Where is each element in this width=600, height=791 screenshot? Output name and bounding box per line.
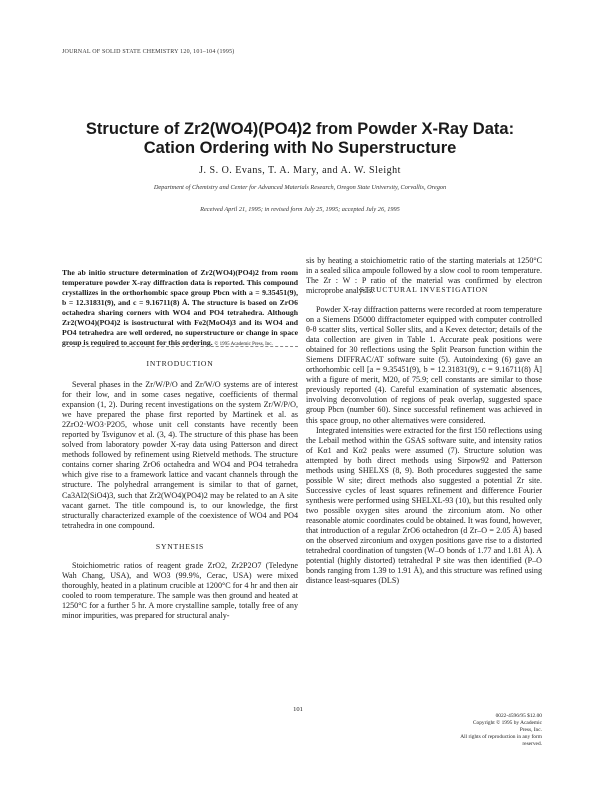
synthesis-paragraph: Stoichiometric ratios of reagent grade ZrO2, Zr2P2O7 (Teledyne Wah Chang, USA), and WO3 (99.9%, Cerac, USA) were mixed thoroughly, heated in a platinum crucible at 1200°C for 4 hr and then air cooled to room temperature. The sample was then ground and heated at 1250°C for a further 5 hr. A more crystalline sample, totally free of any minor impurities, was prepared for structural analy-	[62, 561, 298, 621]
structural-heading: STRUCTURAL INVESTIGATION	[359, 285, 489, 294]
title-line-2: Cation Ordering with No Superstructure	[143, 139, 457, 157]
authors: J. S. O. Evans, T. A. Mary, and A. W. Sleight	[199, 165, 401, 176]
footer-notice	[460, 713, 542, 748]
structural-paragraph-2: Integrated intensities were extracted for the first 150 reflections using the Lebail method within the GSAS software suite, and intensity ratios of Kα1 and Kα2 peaks were assumed (7). Structure solution was attempted by both direct methods using Sirpow92 and Patterson methods using SHELXS (8, 9). Both procedures suggested the same possible W site; direct methods also suggested a potential Zr site. Successive cycles of least squares refinement and difference Fourier synthesis were performed using SHELXL-93 (10), but this resulted only two possible oxygen sites around the zirconium atom. No other reasonable atomic coordinates could be obtained. It was found, however, that introduction of a regular ZrO6 octahedron (d Zr–O = 2.05 Å) based on the observed zirconium and oxygen positions gave rise to a distorted tetrahedral coordination of tungsten (W–O bonds of 1.77 and 1.81 Å). A potential (highly distorted) tetrahedral P site was then identified (P–O bonds ranging from 1.39 to 1.91 Å), and this structure was refined using distance least-squares (DLS)	[306, 425, 542, 586]
footer-copyright: Copyright © 1995 by Academic Press, Inc.	[472, 720, 542, 733]
received-dates: Received April 21, 1995; in revised form July 25, 1995; accepted July 26, 1995	[200, 206, 400, 213]
structural-section	[306, 305, 542, 586]
structural-paragraph-1: Powder X-ray diffraction patterns were recorded at room temperature on a Siemens D5000 diffractometer equipped with computer controlled θ-θ scatter slits, vertical Soller slits, and a Kevex detector; details of the data collection are given in Table 1. Accurate peak positions were obtained for 30 reflections using the Split Pearson function within the Siemens DIFFRAC/AT software suite (5). Autoindexing (6) gave an orthorhombic cell [a = 9.35451(9), b = 12.31831(9), c = 9.16711(8) Å] with a figure of merit, M20, of 75.9; cell constants are similar to those previously reported (4). Careful examination of systematic absences, involving deconvolution of regions of peak overlap, suggested space group Pbcn (number 60). Since successful refinement was achieved in this space group, no other alternatives were considered.	[306, 305, 542, 425]
footer-issn: 0022-4596/95 $12.00	[495, 713, 542, 719]
page-number: 101	[293, 706, 303, 713]
abstract-text: The ab initio structure determination of Zr2(WO4)(PO4)2 from room temperature powder X-ray diffraction data is reported. This compound crystallizes in the orthorhombic space group Pbcn with a = 9.35451(9), b = 12.31831(9), and c = 9.16711(8) Å. The structure is based on ZrO6 octahedra sharing corners with WO4 and PO4 tetrahedra. Although Zr2(WO4)(PO4)2 is isostructural with Fe2(MoO4)3 and its WO4 and PO4 tetrahedra are well ordered, no superstructure or change in space group is required to account for this ordering.	[62, 268, 298, 348]
paper-title	[40, 120, 560, 158]
abstract-copyright: © 1995 Academic Press, Inc.	[214, 342, 273, 348]
intro-heading: INTRODUCTION	[146, 359, 214, 368]
intro-paragraph: Several phases in the Zr/W/P/O and Zr/W/O systems are of interest for their low, and in some cases negative, coefficients of thermal expansion (1, 2). During recent investigations on the system Zr/W/P/O, we have prepared the phase first reported by Martinek et al. as 2ZrO2·WO3·P2O5, whose unit cell constants have recently been reported by Tsvigunov et al. (3, 4). The structure of this phase has been solved from laboratory powder X-ray data using Patterson and direct methods followed by refinement using Rietveld methods. The structure contains corner sharing ZrO6 octahedra and WO4 and PO4 tetrahedra which give rise to a framework lattice and vacant channels through the structure. The polyhedral arrangement is similar to that of garnet, Ca3Al2(SiO4)3, such that Zr2(WO4)(PO4)2 may be related to an A site vacant garnet. The title compound is, to our knowledge, the first structurally characterized example of the coexistence of WO4 and PO4 tetrahedra in one compound.	[62, 380, 298, 530]
footer-rights: All rights of reproduction in any form reserved.	[460, 734, 542, 747]
journal-header: JOURNAL OF SOLID STATE CHEMISTRY 120, 101–104 (1995)	[62, 49, 235, 55]
synthesis-continued-paragraph: sis by heating a stoichiometric ratio of the starting materials at 1250°C in a sealed silica ampoule followed by a slow cool to room temperature. The Zr : W : P ratio of the material was confirmed by electron microprobe analysis.	[306, 256, 542, 296]
affiliation: Department of Chemistry and Center for Advanced Materials Research, Oregon State University, Corvallis, Oregon	[153, 184, 447, 191]
abstract-divider	[62, 346, 298, 347]
title-line-1: Structure of Zr2(WO4)(PO4)2 from Powder X-Ray Data:	[85, 120, 515, 138]
synthesis-heading: SYNTHESIS	[155, 542, 205, 551]
synthesis-section	[62, 561, 298, 621]
abstract	[62, 268, 298, 350]
intro-section	[62, 380, 298, 531]
